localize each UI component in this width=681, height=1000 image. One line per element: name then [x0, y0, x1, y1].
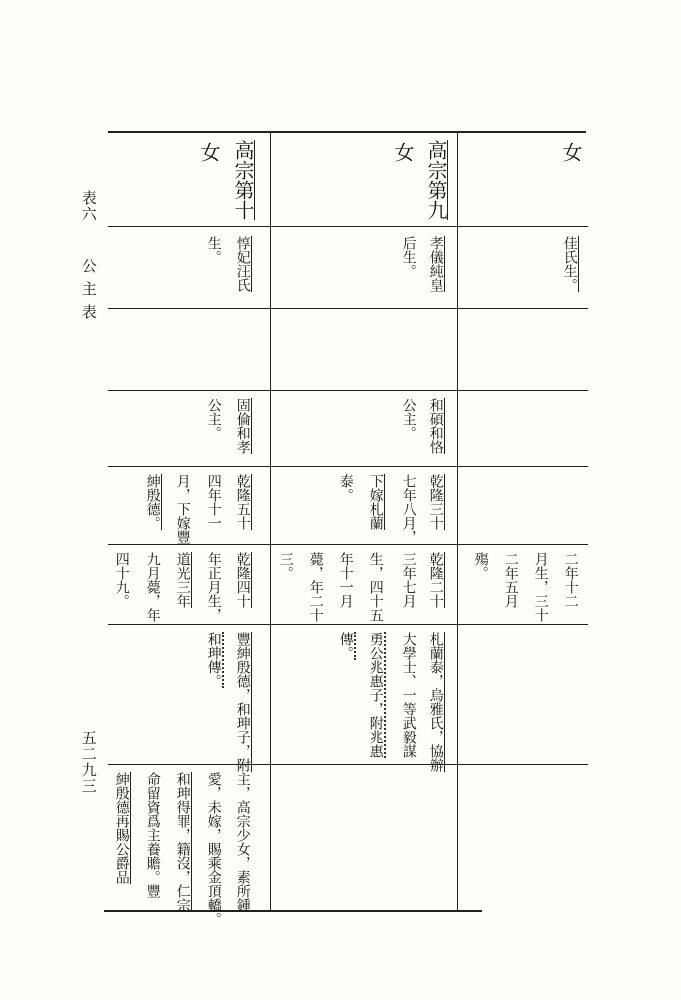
left-title-line: 公主。	[205, 398, 222, 440]
row-rule-1	[108, 226, 588, 227]
middle-header-emperor: 高宗第九	[424, 140, 448, 220]
row-rule-2	[108, 308, 588, 309]
left-note-line: 紳殷德再賜公爵品	[113, 772, 130, 884]
left-mother-line: 惇妃汪氏	[234, 236, 251, 292]
left-note-line: 和珅得罪，籍沒，仁宗	[174, 772, 191, 912]
middle-dates-line: 年十一月	[337, 552, 354, 608]
right-header-rank: 女	[559, 142, 583, 162]
right-date-line: 二年十二	[562, 552, 579, 608]
middle-mother-line: 后生。	[400, 236, 417, 278]
left-note-line: 主，高宗少女，素所鍾	[234, 772, 251, 912]
left-husband-line: 豐紳殷德，和珅子，附	[234, 632, 251, 772]
middle-marriage-line: 乾隆三十	[427, 474, 444, 530]
left-note-line: 愛，未嫁，賜乘金頂轎。	[205, 772, 222, 926]
column-rule-left	[270, 131, 271, 911]
table-bottom-rule	[104, 910, 482, 912]
left-marriage-line: 乾隆五十	[234, 474, 251, 530]
left-mother-line: 生。	[205, 236, 222, 264]
left-title-line: 固倫和孝	[234, 398, 251, 454]
middle-marriage-line: 泰。	[337, 474, 354, 502]
column-rule-right	[457, 131, 458, 911]
left-header-emperor: 高宗第十	[231, 140, 255, 220]
left-dates-line: 四十九。	[113, 552, 130, 608]
middle-husband-line: 傳。	[337, 632, 354, 660]
row-rule-6	[108, 624, 588, 625]
middle-mother-line: 孝儀純皇	[427, 236, 444, 292]
middle-dates-line: 生，四十五	[367, 552, 384, 622]
middle-marriage-line: 七年八月，	[400, 474, 417, 544]
right-date-line: 殤。	[472, 552, 489, 580]
left-dates-line: 年正月生，	[205, 552, 222, 622]
middle-husband-line: 勇公兆惠子，附兆惠	[367, 632, 384, 758]
left-header-rank: 女	[197, 142, 221, 162]
middle-header-rank: 女	[391, 142, 415, 162]
running-head-table-number: 表六	[79, 190, 98, 222]
page-number: 五二九三	[79, 730, 98, 794]
running-head-title: 公主表	[79, 258, 98, 327]
left-dates-line: 道光三年	[174, 552, 191, 608]
left-marriage-line: 月，下嫁豐	[174, 474, 191, 544]
middle-dates-line: 三。	[277, 552, 294, 580]
middle-dates-line: 薨，年二十	[307, 552, 324, 622]
right-date-line: 二年五月	[502, 552, 519, 608]
middle-title-line: 公主。	[400, 398, 417, 440]
left-note-line: 命留資爲主養贍。豐	[144, 772, 161, 898]
row-rule-7	[108, 764, 588, 765]
middle-husband-line: 大學士、一等武毅謀	[400, 632, 417, 758]
middle-title-line: 和碩和恪	[427, 398, 444, 454]
row-rule-5	[108, 544, 588, 545]
left-husband-line: 和珅傳。	[205, 632, 222, 688]
left-dates-line: 九月薨，年	[144, 552, 161, 622]
left-marriage-line: 紳殷德。	[144, 474, 161, 530]
table-top-rule	[108, 131, 586, 133]
row-rule-4	[108, 466, 588, 467]
left-dates-line: 乾隆四十	[234, 552, 251, 608]
middle-dates-line: 乾隆二十	[427, 552, 444, 608]
middle-husband-line: 札蘭泰，烏雅氏，協辦	[427, 632, 444, 772]
middle-marriage-line: 下嫁札蘭	[367, 474, 384, 530]
left-marriage-line: 四年十一	[205, 474, 222, 530]
row-rule-3	[108, 390, 588, 391]
right-mother: 佳氏生。	[561, 236, 578, 292]
right-date-line: 月生，三十	[532, 552, 549, 622]
middle-dates-line: 三年七月	[400, 552, 417, 608]
